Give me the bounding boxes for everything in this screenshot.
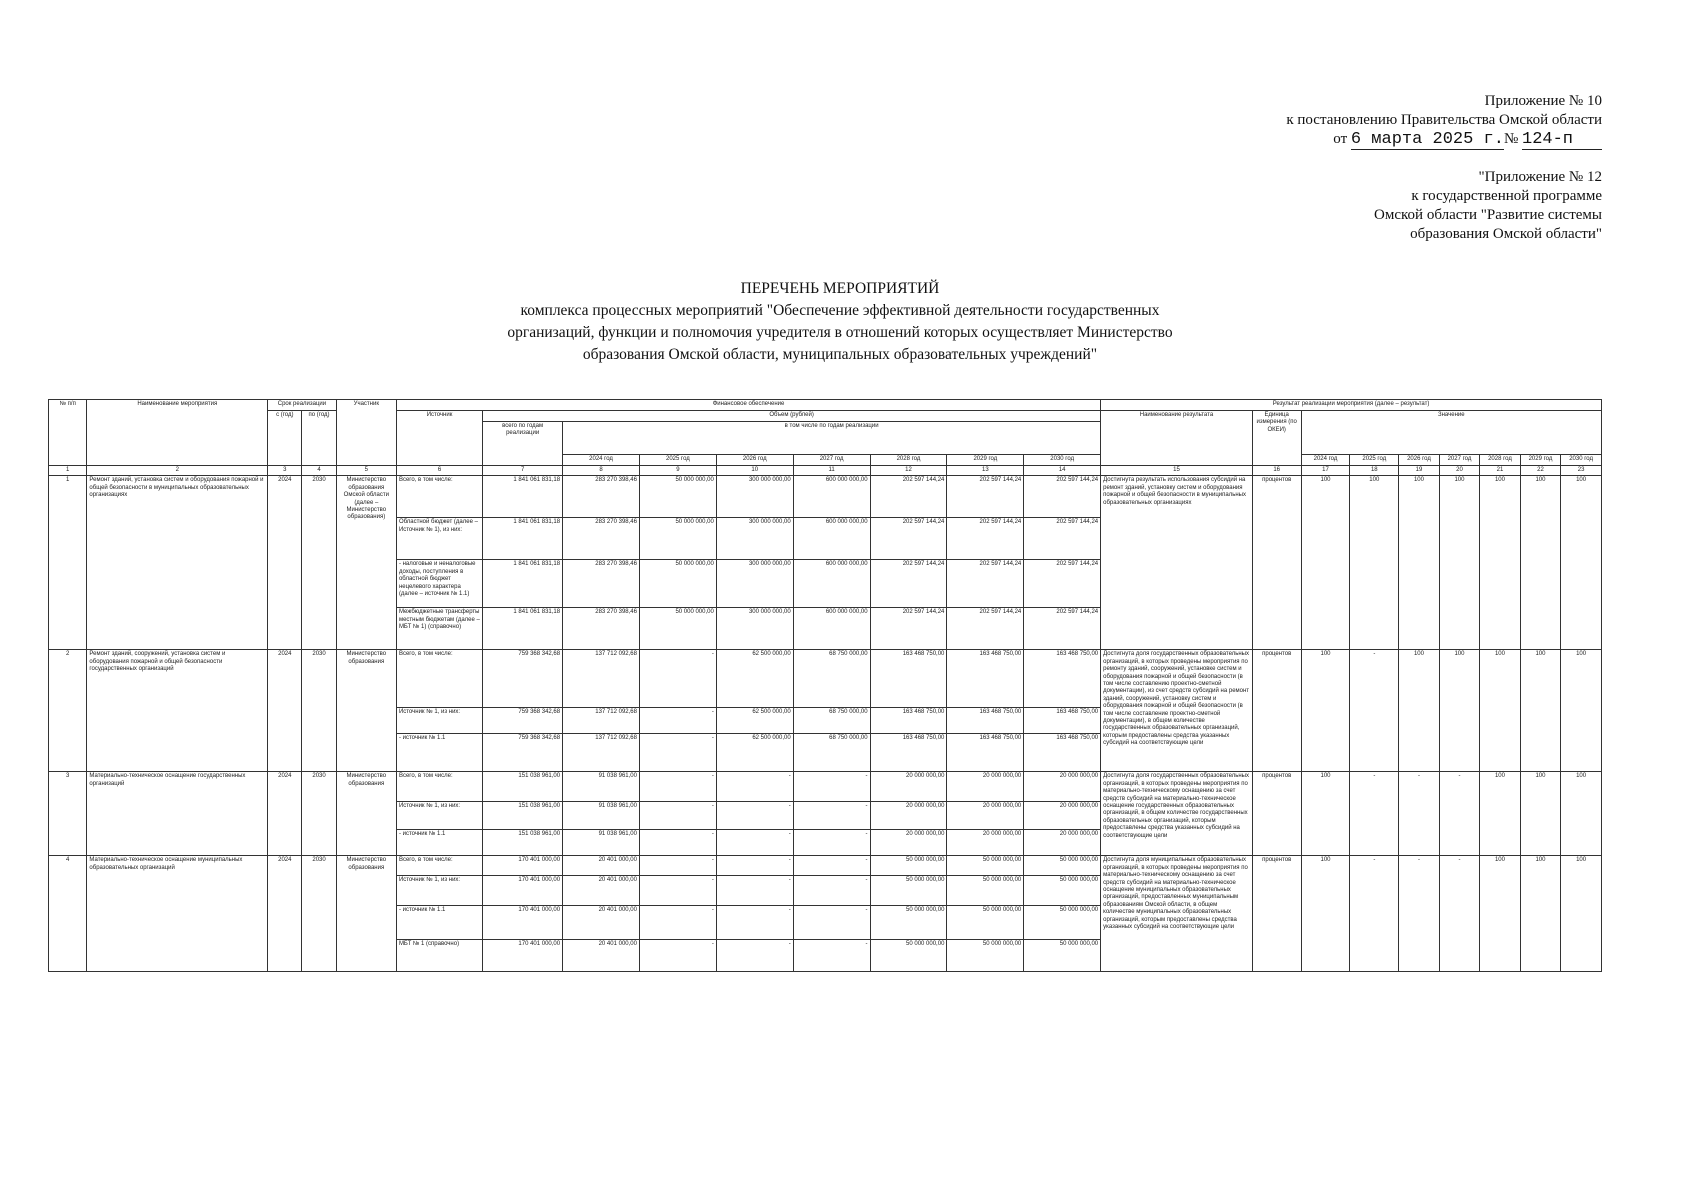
year-amount: 20 000 000,00 xyxy=(947,802,1024,830)
total-amount: 170 401 000,00 xyxy=(483,856,563,876)
total-amount: 170 401 000,00 xyxy=(483,940,563,972)
total-amount: 151 038 961,00 xyxy=(483,830,563,856)
column-number: 13 xyxy=(947,466,1024,476)
column-number: 8 xyxy=(563,466,640,476)
total-amount: 759 368 342,68 xyxy=(483,734,563,772)
year-amount: 50 000 000,00 xyxy=(947,856,1024,876)
total-amount: 151 038 961,00 xyxy=(483,802,563,830)
appendix-10-date-line xyxy=(1286,130,1602,150)
table-row xyxy=(49,856,1602,876)
year-amount: - xyxy=(639,830,716,856)
header-res-year: 2030 год xyxy=(1561,455,1602,466)
year-amount: 202 597 144,24 xyxy=(870,518,947,560)
header-result-name: Наименование результата xyxy=(1101,411,1253,466)
header-participant: Участник xyxy=(336,400,396,466)
year-amount: 300 000 000,00 xyxy=(716,518,793,560)
header-res-year: 2026 год xyxy=(1399,455,1440,466)
year-amount: 300 000 000,00 xyxy=(716,476,793,518)
year-amount: 62 500 000,00 xyxy=(716,708,793,734)
appendix-12-block xyxy=(1374,168,1602,244)
participant: Министерство образования xyxy=(336,650,396,772)
result-value: - xyxy=(1350,856,1399,972)
year-amount: 20 000 000,00 xyxy=(1024,772,1101,802)
column-number: 19 xyxy=(1399,466,1440,476)
year-amount: - xyxy=(716,940,793,972)
result-value: 100 xyxy=(1480,650,1521,772)
participant: Министерство образования xyxy=(336,856,396,972)
year-amount: 202 597 144,24 xyxy=(1024,608,1101,650)
year-amount: 283 270 398,46 xyxy=(563,608,640,650)
year-amount: 20 401 000,00 xyxy=(563,876,640,906)
year-amount: - xyxy=(639,802,716,830)
source-name: Источник № 1, из них: xyxy=(396,708,482,734)
title-line-4: образования Омской области, муниципальных образовательных учреждений" xyxy=(582,346,1098,363)
year-amount: 202 597 144,24 xyxy=(1024,560,1101,608)
year-amount: 62 500 000,00 xyxy=(716,734,793,772)
year-amount: 50 000 000,00 xyxy=(1024,876,1101,906)
year-amount: 20 401 000,00 xyxy=(563,856,640,876)
year-amount: - xyxy=(716,906,793,940)
column-number: 16 xyxy=(1252,466,1301,476)
year-amount: 50 000 000,00 xyxy=(947,940,1024,972)
header-period: Срок реализации xyxy=(268,400,337,411)
total-amount: 151 038 961,00 xyxy=(483,772,563,802)
source-name: Источник № 1, из них: xyxy=(396,876,482,906)
header-by-year: в том числе по годам реализации xyxy=(563,422,1101,455)
year-amount: 50 000 000,00 xyxy=(870,906,947,940)
result-value: - xyxy=(1399,856,1440,972)
year-amount: 50 000 000,00 xyxy=(639,518,716,560)
year-amount: 20 000 000,00 xyxy=(870,772,947,802)
year-amount: 163 468 750,00 xyxy=(947,734,1024,772)
total-amount: 1 841 061 831,18 xyxy=(483,608,563,650)
column-number: 20 xyxy=(1439,466,1480,476)
year-amount: 600 000 000,00 xyxy=(793,608,870,650)
year-amount: 20 000 000,00 xyxy=(1024,830,1101,856)
result-unit: процентов xyxy=(1252,856,1301,972)
header-res-year: 2028 год xyxy=(1480,455,1521,466)
year-amount: 163 468 750,00 xyxy=(947,650,1024,708)
year-amount: - xyxy=(716,856,793,876)
activity-name: Материально-техническое оснащение муниципальных образовательных организаций xyxy=(87,856,268,972)
result-value: 100 xyxy=(1520,856,1561,972)
year-amount: 600 000 000,00 xyxy=(793,560,870,608)
source-name: - источник № 1.1 xyxy=(396,830,482,856)
year-amount: 600 000 000,00 xyxy=(793,476,870,518)
header-fin-year: 2029 год xyxy=(947,455,1024,466)
header-fin-year: 2025 год xyxy=(639,455,716,466)
year-amount: - xyxy=(793,940,870,972)
appendix-10-decree: к постановлению Правительства Омской области xyxy=(1286,112,1602,128)
year-amount: 20 000 000,00 xyxy=(870,830,947,856)
header-from: с (год) xyxy=(268,411,302,466)
result-value: 100 xyxy=(1561,856,1602,972)
appendix-12-line4: образования Омской области" xyxy=(1410,226,1602,242)
column-number: 11 xyxy=(793,466,870,476)
title-line-3: организаций, функции и полномочия учредителя в отношений которых осуществляет Министерство xyxy=(507,324,1173,341)
row-number: 1 xyxy=(49,476,87,650)
header-res-year: 2029 год xyxy=(1520,455,1561,466)
year-amount: 20 000 000,00 xyxy=(947,772,1024,802)
header-value: Значение xyxy=(1301,411,1601,455)
period-from: 2024 xyxy=(268,650,302,772)
year-amount: 68 750 000,00 xyxy=(793,650,870,708)
result-value: 100 xyxy=(1439,650,1480,772)
year-amount: 202 597 144,24 xyxy=(947,518,1024,560)
year-amount: 202 597 144,24 xyxy=(947,560,1024,608)
column-number: 22 xyxy=(1520,466,1561,476)
appendix-10-title: Приложение № 10 xyxy=(1484,93,1602,109)
year-amount: - xyxy=(793,876,870,906)
year-amount: 50 000 000,00 xyxy=(639,560,716,608)
source-name: Источник № 1, из них: xyxy=(396,802,482,830)
column-number: 10 xyxy=(716,466,793,476)
result-value: 100 xyxy=(1301,856,1350,972)
row-number: 2 xyxy=(49,650,87,772)
activity-name: Ремонт зданий, установка систем и оборудования пожарной и общей безопасности в муниципальных образовательных организациях xyxy=(87,476,268,650)
year-amount: 91 038 961,00 xyxy=(563,772,640,802)
header-fin-year: 2024 год xyxy=(563,455,640,466)
year-amount: 163 468 750,00 xyxy=(1024,650,1101,708)
year-amount: 68 750 000,00 xyxy=(793,708,870,734)
header-unit: Единица измерения (по ОКЕИ) xyxy=(1252,411,1301,466)
year-amount: 50 000 000,00 xyxy=(639,476,716,518)
header-to: по (год) xyxy=(302,411,336,466)
source-name: Межбюджетные трансферты местным бюджетам (далее – МБТ № 1) (справочно) xyxy=(396,608,482,650)
result-value: - xyxy=(1439,856,1480,972)
column-number: 18 xyxy=(1350,466,1399,476)
result-name: Достигнута результать использования субсидий на ремонт зданий, установку систем и оборудования пожарной и общей безопасности в муниципальных образовательных организациях xyxy=(1101,476,1253,650)
result-value: 100 xyxy=(1301,772,1350,856)
year-amount: 50 000 000,00 xyxy=(1024,940,1101,972)
appendix-12-line2: к государственной программе xyxy=(1411,188,1602,204)
table-row xyxy=(49,650,1602,708)
source-name: Всего, в том числе: xyxy=(396,650,482,708)
year-amount: 283 270 398,46 xyxy=(563,476,640,518)
year-amount: 50 000 000,00 xyxy=(1024,856,1101,876)
header-result-block: Результат реализации мероприятия (далее – результат) xyxy=(1101,400,1602,411)
year-amount: 137 712 092,68 xyxy=(563,734,640,772)
year-amount: 50 000 000,00 xyxy=(639,608,716,650)
year-amount: 163 468 750,00 xyxy=(870,734,947,772)
source-name: Всего, в том числе: xyxy=(396,476,482,518)
year-amount: 202 597 144,24 xyxy=(1024,518,1101,560)
year-amount: - xyxy=(793,802,870,830)
header-finance: Финансовое обеспечение xyxy=(396,400,1100,411)
year-amount: - xyxy=(639,876,716,906)
year-amount: 202 597 144,24 xyxy=(947,476,1024,518)
column-number: 9 xyxy=(639,466,716,476)
result-name: Достигнута доля государственных образовательных организаций, в которых проведены мероприятия по материально-техническому оснащению за счет средств субсидий на материально-техническое оснащение государственных образовательных организаций, в общем количестве государственных образовательных организаций, которым предоставлены средства указанных субсидий на соответствующие цели xyxy=(1101,772,1253,856)
year-amount: 163 468 750,00 xyxy=(947,708,1024,734)
year-amount: 50 000 000,00 xyxy=(947,906,1024,940)
period-from: 2024 xyxy=(268,856,302,972)
year-amount: 202 597 144,24 xyxy=(870,608,947,650)
year-amount: 20 000 000,00 xyxy=(1024,802,1101,830)
header-res-year: 2027 год xyxy=(1439,455,1480,466)
total-amount: 759 368 342,68 xyxy=(483,708,563,734)
year-amount: 202 597 144,24 xyxy=(870,476,947,518)
year-amount: 202 597 144,24 xyxy=(947,608,1024,650)
result-name: Достигнута доля государственных образовательных организаций, в которых проведены мероприятия по ремонту зданий, сооружений, установке систем и оборудования пожарной и общей безопасности (в том числе составлению проектно-сметной документации), из счет средств субсидий на ремонт зданий, сооружений, установку систем и оборудования пожарной и общей безопасности (в том числе составление проектно-сметной документации), в общем количестве государственных образовательных организаций, которым предоставлены средства указанных субсидий на соответствующие цели xyxy=(1101,650,1253,772)
result-value: 100 xyxy=(1561,476,1602,650)
result-value: 100 xyxy=(1480,476,1521,650)
period-to: 2030 xyxy=(302,650,336,772)
year-amount: 50 000 000,00 xyxy=(870,856,947,876)
year-amount: 20 000 000,00 xyxy=(870,802,947,830)
total-amount: 1 841 061 831,18 xyxy=(483,560,563,608)
header-res-year: 2024 год xyxy=(1301,455,1350,466)
result-value: 100 xyxy=(1399,476,1440,650)
result-value: - xyxy=(1350,650,1399,772)
column-number: 3 xyxy=(268,466,302,476)
title-line-2: комплекса процессных мероприятий "Обеспечение эффективной деятельности государственных xyxy=(520,302,1160,319)
period-from: 2024 xyxy=(268,476,302,650)
activity-name: Материально-техническое оснащение государственных организаций xyxy=(87,772,268,856)
participant: Министерство образования Омской области (далее – Министерство образования) xyxy=(336,476,396,650)
source-name: - налоговые и неналоговые доходы, поступления в областной бюджет нецелевого характера (далее – источник № 1.1) xyxy=(396,560,482,608)
header-fin-year: 2028 год xyxy=(870,455,947,466)
year-amount: - xyxy=(639,906,716,940)
header-res-year: 2025 год xyxy=(1350,455,1399,466)
result-value: 100 xyxy=(1399,650,1440,772)
year-amount: 91 038 961,00 xyxy=(563,802,640,830)
table-row xyxy=(49,772,1602,802)
result-unit: процентов xyxy=(1252,650,1301,772)
period-to: 2030 xyxy=(302,772,336,856)
column-number: 2 xyxy=(87,466,268,476)
row-number: 4 xyxy=(49,856,87,972)
result-name: Достигнута доля муниципальных образовательных организаций, в которых проведены мероприятия по материально-техническому оснащению за счет средств субсидий на материально-техническое оснащение муниципальных образовательных организаций, предоставленных муниципальным образованиям Омской области, в общем количестве муниципальных образовательных организаций, которым предоставлены средства указанных субсидий на соответствующие цели xyxy=(1101,856,1253,972)
column-number: 21 xyxy=(1480,466,1521,476)
result-value: 100 xyxy=(1561,772,1602,856)
header-volume: Объем (рублей) xyxy=(483,411,1101,422)
table-row xyxy=(49,476,1602,518)
year-amount: 91 038 961,00 xyxy=(563,830,640,856)
year-amount: 163 468 750,00 xyxy=(870,708,947,734)
header-fin-year: 2026 год xyxy=(716,455,793,466)
result-value: 100 xyxy=(1301,650,1350,772)
title-line-1: ПЕРЕЧЕНЬ МЕРОПРИЯТИЙ xyxy=(740,280,940,297)
column-number: 5 xyxy=(336,466,396,476)
year-amount: - xyxy=(639,940,716,972)
result-value: - xyxy=(1439,772,1480,856)
year-amount: 137 712 092,68 xyxy=(563,708,640,734)
total-amount: 759 368 342,68 xyxy=(483,650,563,708)
column-number: 14 xyxy=(1024,466,1101,476)
year-amount: - xyxy=(639,772,716,802)
year-amount: 300 000 000,00 xyxy=(716,608,793,650)
period-from: 2024 xyxy=(268,772,302,856)
source-name: Областной бюджет (далее – Источник № 1), из них: xyxy=(396,518,482,560)
period-to: 2030 xyxy=(302,476,336,650)
header-source: Источник xyxy=(396,411,482,466)
year-amount: - xyxy=(639,734,716,772)
activity-name: Ремонт зданий, сооружений, установка систем и оборудования пожарной и общей безопасности государственных организаций xyxy=(87,650,268,772)
row-number: 3 xyxy=(49,772,87,856)
result-value: 100 xyxy=(1439,476,1480,650)
result-value: - xyxy=(1399,772,1440,856)
total-amount: 1 841 061 831,18 xyxy=(483,476,563,518)
year-amount: 283 270 398,46 xyxy=(563,560,640,608)
year-amount: 163 468 750,00 xyxy=(870,650,947,708)
year-amount: - xyxy=(793,772,870,802)
result-value: 100 xyxy=(1480,772,1521,856)
year-amount: - xyxy=(793,906,870,940)
participant: Министерство образования xyxy=(336,772,396,856)
year-amount: - xyxy=(716,876,793,906)
appendix-12-title: "Приложение № 12 xyxy=(1478,169,1602,185)
year-amount: - xyxy=(716,772,793,802)
header-fin-year: 2030 год xyxy=(1024,455,1101,466)
year-amount: - xyxy=(793,856,870,876)
year-amount: - xyxy=(639,650,716,708)
column-number: 15 xyxy=(1101,466,1253,476)
column-number: 1 xyxy=(49,466,87,476)
decree-number: 124-п xyxy=(1522,130,1602,150)
year-amount: 50 000 000,00 xyxy=(870,940,947,972)
result-unit: процентов xyxy=(1252,772,1301,856)
year-amount: 202 597 144,24 xyxy=(1024,476,1101,518)
source-name: Всего, в том числе: xyxy=(396,772,482,802)
year-amount: 68 750 000,00 xyxy=(793,734,870,772)
result-unit: процентов xyxy=(1252,476,1301,650)
header-total: всего по годам реализации xyxy=(483,422,563,466)
number-label: № xyxy=(1503,131,1519,147)
year-amount: - xyxy=(716,830,793,856)
year-amount: 20 000 000,00 xyxy=(947,830,1024,856)
year-amount: 300 000 000,00 xyxy=(716,560,793,608)
year-amount: 600 000 000,00 xyxy=(793,518,870,560)
year-amount: - xyxy=(716,802,793,830)
result-value: 100 xyxy=(1480,856,1521,972)
source-name: МБТ № 1 (справочно) xyxy=(396,940,482,972)
decree-date: 6 марта 2025 г. xyxy=(1350,130,1504,149)
year-amount: 50 000 000,00 xyxy=(870,876,947,906)
date-prefix: от xyxy=(1333,131,1348,147)
result-value: 100 xyxy=(1520,650,1561,772)
year-amount: 50 000 000,00 xyxy=(1024,906,1101,940)
year-amount: 283 270 398,46 xyxy=(563,518,640,560)
header-name: Наименование мероприятия xyxy=(87,400,268,466)
year-amount: - xyxy=(793,830,870,856)
source-name: - источник № 1.1 xyxy=(396,734,482,772)
result-value: 100 xyxy=(1561,650,1602,772)
appendix-12-line3: Омской области "Развитие системы xyxy=(1374,207,1602,223)
column-number: 7 xyxy=(483,466,563,476)
year-amount: 20 401 000,00 xyxy=(563,906,640,940)
result-value: - xyxy=(1350,772,1399,856)
result-value: 100 xyxy=(1350,476,1399,650)
column-number: 17 xyxy=(1301,466,1350,476)
header-no: № п/п xyxy=(49,400,87,466)
year-amount: 163 468 750,00 xyxy=(1024,708,1101,734)
year-amount: - xyxy=(639,856,716,876)
total-amount: 170 401 000,00 xyxy=(483,906,563,940)
result-value: 100 xyxy=(1520,772,1561,856)
year-amount: 62 500 000,00 xyxy=(716,650,793,708)
period-to: 2030 xyxy=(302,856,336,972)
document-title xyxy=(340,278,1340,366)
year-amount: 50 000 000,00 xyxy=(947,876,1024,906)
appendix-10-block xyxy=(1286,92,1602,150)
year-amount: - xyxy=(639,708,716,734)
column-number: 12 xyxy=(870,466,947,476)
year-amount: 202 597 144,24 xyxy=(870,560,947,608)
year-amount: 137 712 092,68 xyxy=(563,650,640,708)
total-amount: 1 841 061 831,18 xyxy=(483,518,563,560)
activities-table xyxy=(48,399,1602,972)
column-number: 4 xyxy=(302,466,336,476)
year-amount: 163 468 750,00 xyxy=(1024,734,1101,772)
year-amount: 20 401 000,00 xyxy=(563,940,640,972)
column-number: 6 xyxy=(396,466,482,476)
header-fin-year: 2027 год xyxy=(793,455,870,466)
total-amount: 170 401 000,00 xyxy=(483,876,563,906)
result-value: 100 xyxy=(1520,476,1561,650)
result-value: 100 xyxy=(1301,476,1350,650)
source-name: Всего, в том числе: xyxy=(396,856,482,876)
source-name: - источник № 1.1 xyxy=(396,906,482,940)
column-number: 23 xyxy=(1561,466,1602,476)
